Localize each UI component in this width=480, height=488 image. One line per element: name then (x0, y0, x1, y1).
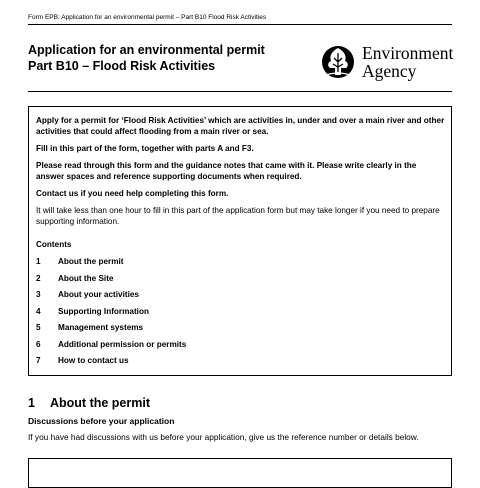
intro-paragraph-4: Contact us if you need help completing this form. (36, 189, 229, 198)
contents-item-label: Supporting Information (58, 306, 149, 316)
contents-item-number: 7 (36, 356, 41, 365)
agency-emblem-icon (321, 42, 359, 82)
contents-item[interactable] (36, 306, 446, 323)
contents-item-number: 6 (36, 339, 41, 349)
contents-item-label: About the Site (58, 273, 114, 283)
header-divider (28, 91, 452, 92)
contents-item-label: About your activities (58, 290, 139, 299)
intro-paragraph-2: Fill in this part of the form, together with parts A and F3. (36, 144, 254, 153)
intro-paragraph-3: Please read through this form and the guidance notes that came with it. Please write clearly in the answer spaces and reference supporting documents when required. (36, 161, 417, 181)
contents-item[interactable] (36, 256, 446, 273)
section-1-heading (28, 396, 150, 410)
form-reference-line: Form EPB: Application for an environmental permit – Part B10 Flood Risk Activities (28, 14, 452, 25)
logo-line-2: Agency (362, 61, 417, 81)
contents-list (36, 256, 446, 372)
contents-item[interactable] (36, 273, 446, 290)
contents-item-number: 2 (36, 273, 41, 283)
contents-item[interactable] (36, 322, 446, 339)
contents-item-label: How to contact us (58, 356, 129, 365)
contents-item[interactable] (36, 289, 446, 306)
introduction-box (28, 106, 452, 376)
section-number: 1 (28, 396, 35, 410)
contents-item-label: Management systems (58, 323, 144, 332)
environment-agency-logo (321, 42, 453, 84)
discussions-instructions: If you have had discussions with us before your application, give us the reference number or details below. (28, 432, 419, 442)
title-line-1: Application for an environmental permit (28, 43, 265, 57)
contents-item[interactable] (36, 339, 446, 356)
discussion-reference-answer-field[interactable] (28, 458, 452, 488)
logo-line-1: Environment (362, 43, 454, 63)
contents-item-number: 1 (36, 257, 41, 266)
intro-paragraph-5: It will take less than one hour to fill in this part of the application form but may take longer if you need to prepare supporting information. (36, 206, 440, 226)
page-title (28, 43, 265, 74)
discussions-subheading: Discussions before your application (28, 416, 175, 426)
intro-paragraph-1: Apply for a permit for ‘Flood Risk Activities’ which are activities in, under and over a main river and other activities that could affect flooding from a main river or sea. (36, 116, 445, 136)
section-title: About the permit (50, 396, 150, 410)
contents-item-label: Additional permission or permits (58, 339, 187, 349)
contents-item[interactable] (36, 355, 446, 372)
contents-heading: Contents (36, 240, 72, 249)
title-line-2: Part B10 – Flood Risk Activities (28, 58, 216, 73)
contents-item-number: 3 (36, 290, 41, 299)
contents-item-number: 4 (36, 306, 41, 316)
logo-wordmark (362, 44, 453, 80)
contents-item-number: 5 (36, 323, 41, 332)
contents-item-label: About the permit (58, 257, 124, 266)
